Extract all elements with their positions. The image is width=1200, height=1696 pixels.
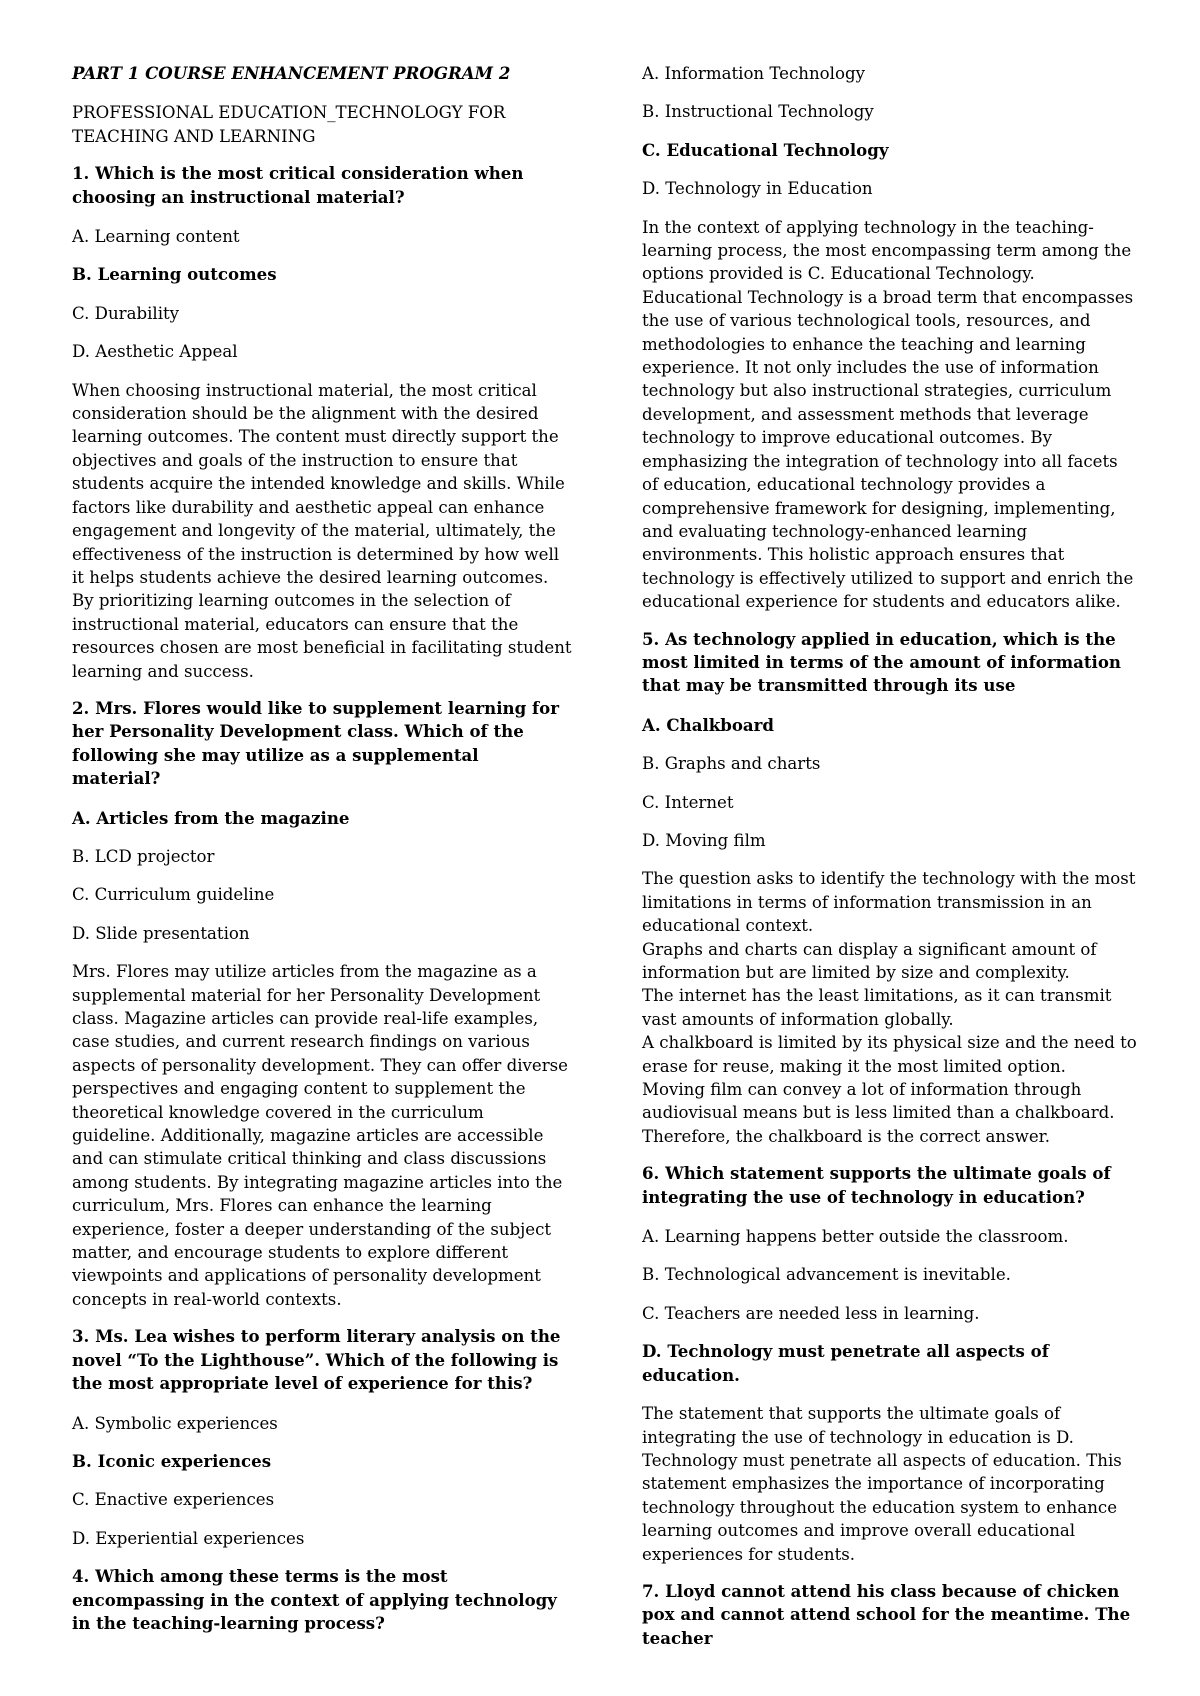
question-6-explanation: The statement that supports the ultimate goals of integrating the use of technology in education is D. Technology must penetrate all aspects of education. This statement emphasizes the importance of incorporating technology throughout the education system to enhance learning outcomes and improve overall educational experiences for students.: [642, 1404, 1122, 1564]
question-6-option-d-answer: D. Technology must penetrate all aspects of education.: [642, 1341, 1049, 1385]
document-title: PART 1 COURSE ENHANCEMENT PROGRAM 2: [72, 63, 511, 83]
question-1-option-a: A. Learning content: [72, 227, 240, 247]
right-column: [642, 62, 1138, 1666]
question-3: 3. Ms. Lea wishes to perform literary analysis on the novel “To the Lighthouse”. Which of the following is the most appropriate level of experience for this?: [72, 1326, 561, 1394]
question-2-option-c: C. Curriculum guideline: [72, 885, 275, 905]
question-1-option-d: D. Aesthetic Appeal: [72, 342, 238, 362]
document-subtitle: PROFESSIONAL EDUCATION_TECHNOLOGY FOR TEACHING AND LEARNING: [72, 103, 506, 146]
question-2-option-a-answer: A. Articles from the magazine: [72, 807, 350, 828]
question-5-explanation-line: Graphs and charts can display a significant amount of information but are limited by size and complexity.: [642, 939, 1097, 982]
question-1-explanation: When choosing instructional material, the most critical consideration should be the alignment with the desired learning outcomes. The content must directly support the objectives and goals of the instruction to ensure that students acquire the intended knowledge and skills. While factors like durability and aesthetic appeal can enhance engagement and longevity of the material, ultimately, the effectiveness of the instruction is determined by how well it helps students achieve the desired learning outcomes. By prioritizing learning outcomes in the selection of instructional material, educators can ensure that the resources chosen are most beneficial in facilitating student learning and success.: [72, 380, 572, 681]
question-7: 7. Lloyd cannot attend his class because of chicken pox and cannot attend school for the meantime. The teacher: [642, 1580, 1131, 1648]
question-4-explanation: In the context of applying technology in the teaching-learning process, the most encompassing term among the options provided is C. Educational Technology. Educational Technology is a broad term that encompasses the use of various technological tools, resources, and methodologies to enhance the teaching and learning experience. It not only includes the use of information technology but also instructional strategies, curriculum development, and assessment methods that leverage technology to improve educational outcomes. By emphasizing the integration of technology into all facets of education, educational technology provides a comprehensive framework for designing, implementing, and evaluating technology-enhanced learning environments. This holistic approach ensures that technology is effectively utilized to support and enrich the educational experience for students and educators alike.: [642, 217, 1134, 612]
question-1-option-c: C. Durability: [72, 303, 180, 323]
left-column: [72, 62, 572, 1651]
question-4-option-d: D. Technology in Education: [642, 179, 873, 199]
question-5-explanation-line: Therefore, the chalkboard is the correct answer.: [642, 1126, 1051, 1146]
question-3-option-b-answer: B. Iconic experiences: [72, 1450, 272, 1471]
question-5-option-c: C. Internet: [642, 792, 734, 812]
question-5-explanation: [642, 867, 1138, 1148]
question-5-option-a-answer: A. Chalkboard: [642, 714, 775, 735]
question-6-option-b: B. Technological advancement is inevitable.: [642, 1265, 1011, 1285]
question-3-option-d: D. Experiential experiences: [72, 1528, 305, 1548]
question-2-option-b: B. LCD projector: [72, 846, 215, 866]
question-5-explanation-line: A chalkboard is limited by its physical size and the need to erase for reuse, making it the most limited option.: [642, 1033, 1137, 1076]
question-5-option-d: D. Moving film: [642, 830, 766, 850]
question-5-explanation-line: The internet has the least limitations, as it can transmit vast amounts of information globally.: [642, 986, 1112, 1029]
question-6: 6. Which statement supports the ultimate goals of integrating the use of technology in education?: [642, 1163, 1111, 1207]
question-4-option-b: B. Instructional Technology: [642, 102, 874, 122]
question-2-option-d: D. Slide presentation: [72, 923, 250, 943]
question-5-option-b: B. Graphs and charts: [642, 754, 821, 774]
question-1-option-b-answer: B. Learning outcomes: [72, 264, 277, 285]
question-4-option-c-answer: C. Educational Technology: [642, 139, 889, 160]
question-3-option-a: A. Symbolic experiences: [72, 1413, 278, 1433]
question-5-explanation-line: Moving film can convey a lot of information through audiovisual means but is less limited than a chalkboard.: [642, 1080, 1115, 1123]
question-2-explanation: Mrs. Flores may utilize articles from the magazine as a supplemental material for her Personality Development class. Magazine articles can provide real-life examples, case studies, and current research findings on various aspects of personality development. They can offer diverse perspectives and engaging content to supplement the theoretical knowledge covered in the curriculum guideline. Additionally, magazine articles are accessible and can stimulate critical thinking and class discussions among students. By integrating magazine articles into the curriculum, Mrs. Flores can enhance the learning experience, foster a deeper understanding of the subject matter, and encourage students to explore different viewpoints and applications of personality development concepts in real-world contexts.: [72, 962, 568, 1309]
question-5: 5. As technology applied in education, which is the most limited in terms of the amount of information that may be transmitted through its use: [642, 628, 1121, 696]
question-1: 1. Which is the most critical consideration when choosing an instructional material?: [72, 163, 524, 207]
question-5-explanation-line: The question asks to identify the technology with the most limitations in terms of information transmission in an educational context.: [642, 869, 1136, 936]
question-6-option-c: C. Teachers are needed less in learning.: [642, 1303, 980, 1323]
question-4: 4. Which among these terms is the most encompassing in the context of applying technology in the teaching-learning process?: [72, 1566, 557, 1633]
question-2: 2. Mrs. Flores would like to supplement learning for her Personality Development class. Which of the following she may utilize as a supplemental material?: [72, 697, 559, 789]
question-4-option-a: A. Information Technology: [642, 64, 865, 83]
question-3-option-c: C. Enactive experiences: [72, 1490, 275, 1510]
question-6-option-a: A. Learning happens better outside the classroom.: [642, 1227, 1069, 1247]
